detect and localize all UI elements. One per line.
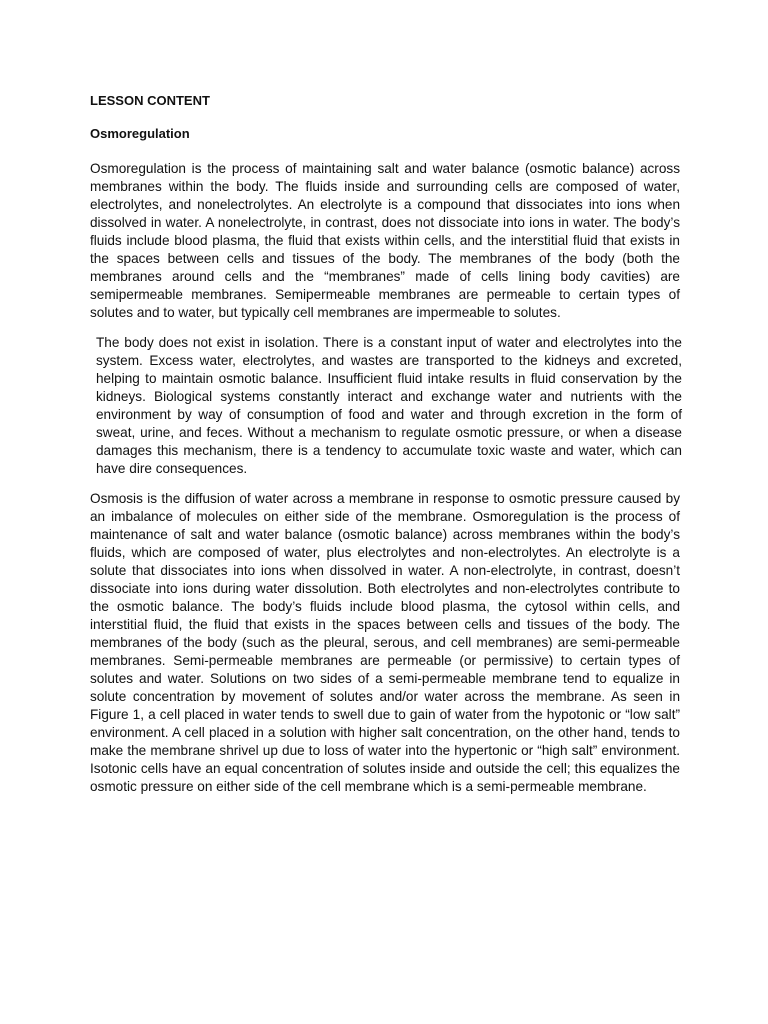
paragraph-osmoregulation-definition: Osmoregulation is the process of maintaining salt and water balance (osmotic balance) across membranes within the body. The fluids inside and surrounding cells are composed of water, electrolytes, and nonelectrolytes. An electrolyte is a compound that dissociates into ions when dissolved in water. A nonelectrolyte, in contrast, does not dissociate into ions in water. The body’s fluids include blood plasma, the fluid that exists within cells, and the interstitial fluid that exists in the spaces between cells and tissues of the body. The membranes of the body (both the membranes around cells and the “membranes” made of cells lining body cavities) are semipermeable membranes. Semipermeable membranes are permeable to certain types of solutes and to water, but typically cell membranes are impermeable to solutes. xyxy=(90,161,680,320)
paragraph-body-isolation: The body does not exist in isolation. There is a constant input of water and electrolytes into the system. Excess water, electrolytes, and wastes are transported to the kidneys and excreted, helping to maintain osmotic balance. Insufficient fluid intake results in fluid conservation by the kidneys. Biological systems constantly interact and exchange water and nutrients with the environment by way of consumption of food and water and through excretion in the form of sweat, urine, and feces. Without a mechanism to regulate osmotic pressure, or when a disease damages this mechanism, there is a tendency to accumulate toxic waste and water, which can have dire consequences. xyxy=(96,335,682,476)
section-title: Osmoregulation xyxy=(90,126,190,141)
paragraph-osmosis: Osmosis is the diffusion of water across a membrane in response to osmotic pressure caused by an imbalance of molecules on either side of the membrane. Osmoregulation is the process of maintenance of salt and water balance (osmotic balance) across membranes within the body’s fluids, which are composed of water, plus electrolytes and non-electrolytes. An electrolyte is a solute that dissociates into ions when dissolved in water. A non-electrolyte, in contrast, doesn’t dissociate into ions during water dissolution. Both electrolytes and non-electrolytes contribute to the osmotic balance. The body’s fluids include blood plasma, the cytosol within cells, and interstitial fluid, the fluid that exists in the spaces between cells and tissues of the body. The membranes of the body (such as the pleural, serous, and cell membranes) are semi-permeable membranes. Semi-permeable membranes are permeable (or permissive) to certain types of solutes and water. Solutions on two sides of a semi-permeable membrane tend to equalize in solute concentration by movement of solutes and/or water across the membrane. As seen in Figure 1, a cell placed in water tends to swell due to gain of water from the hypotonic or “low salt” environment. A cell placed in a solution with higher salt concentration, on the other hand, tends to make the membrane shrivel up due to loss of water into the hypertonic or “high salt” environment. Isotonic cells have an equal concentration of solutes inside and outside the cell; this equalizes the osmotic pressure on either side of the cell membrane which is a semi-permeable membrane. xyxy=(90,491,680,794)
document-page xyxy=(90,92,680,796)
lesson-heading: LESSON CONTENT xyxy=(90,93,210,108)
